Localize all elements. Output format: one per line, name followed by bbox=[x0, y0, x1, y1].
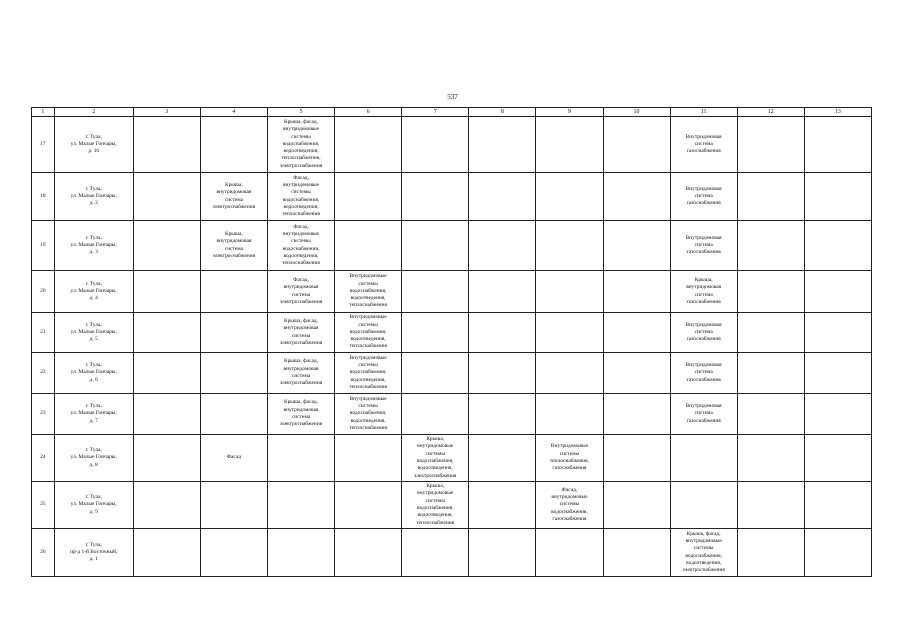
address-cell bbox=[54, 394, 133, 435]
cell-line: системы bbox=[291, 133, 311, 140]
table-row bbox=[32, 482, 872, 529]
cell-line: Внутридомовые bbox=[349, 314, 387, 321]
cell-line: электроснабжения bbox=[279, 298, 323, 305]
cell-line: газоснабжения bbox=[686, 249, 721, 256]
table-row bbox=[32, 313, 872, 353]
work-cell bbox=[335, 353, 402, 394]
cell-line: система bbox=[291, 291, 311, 298]
cell-line: системы bbox=[291, 189, 311, 196]
work-cell bbox=[200, 221, 267, 271]
work-cell bbox=[670, 435, 737, 482]
cell-line: внутридомовые bbox=[685, 537, 722, 544]
cell-line: электроснабжения bbox=[279, 380, 323, 387]
empty-cell bbox=[133, 271, 200, 313]
cell-line: ул. Малые Гончары, bbox=[70, 328, 117, 335]
cell-line: Крыша, bbox=[224, 230, 243, 237]
work-cell bbox=[402, 482, 469, 529]
empty-cell bbox=[133, 173, 200, 221]
empty-cell bbox=[804, 221, 871, 271]
empty-cell bbox=[804, 529, 871, 577]
work-cell bbox=[267, 313, 334, 353]
cell-line: ул. Малые Гончары, bbox=[70, 241, 117, 248]
cell-line: электроснабжения bbox=[414, 472, 457, 479]
work-cell bbox=[402, 271, 469, 313]
empty-cell bbox=[737, 482, 804, 529]
work-cell bbox=[200, 529, 267, 577]
col-header: 7 bbox=[402, 108, 469, 117]
empty-cell bbox=[469, 173, 536, 221]
cell-line: система bbox=[694, 140, 713, 147]
row-number: 25 bbox=[32, 482, 55, 529]
table-row bbox=[32, 353, 872, 394]
cell-line: водоснабжения, bbox=[349, 410, 387, 417]
empty-cell bbox=[737, 313, 804, 353]
cell-line: Внутридомовая bbox=[685, 362, 722, 369]
cell-line: теплоснабжения, bbox=[549, 458, 589, 464]
col-header: 10 bbox=[603, 108, 670, 117]
cell-line: системы bbox=[358, 362, 378, 369]
cell-line: системы bbox=[425, 497, 445, 504]
col-header: 11 bbox=[670, 108, 737, 117]
cell-line: ул. Малые Гончары, bbox=[70, 369, 117, 376]
cell-line: г. Тула, bbox=[85, 447, 102, 454]
table-row bbox=[32, 173, 872, 221]
cell-line: электроснабжения bbox=[279, 421, 323, 428]
cell-line: системы bbox=[358, 280, 378, 287]
cell-line: теплоснабжения bbox=[349, 383, 387, 390]
col-header: 4 bbox=[200, 108, 267, 117]
cell-line: г. Тула, bbox=[85, 541, 102, 548]
cell-line: д. 4 bbox=[89, 295, 98, 302]
empty-cell bbox=[737, 394, 804, 435]
cell-line: внутридомовая bbox=[283, 406, 319, 413]
empty-cell bbox=[469, 482, 536, 529]
cell-line: Внутридомовая bbox=[685, 133, 722, 140]
work-cell bbox=[335, 221, 402, 271]
cell-line: г. Тула, bbox=[85, 234, 102, 241]
work-cell bbox=[200, 173, 267, 221]
work-cell bbox=[335, 173, 402, 221]
empty-cell bbox=[737, 529, 804, 577]
cell-line: Крыша, фасад, bbox=[284, 118, 318, 125]
work-cell bbox=[536, 117, 603, 173]
work-cell bbox=[536, 271, 603, 313]
cell-line: д. 1 bbox=[89, 556, 98, 563]
cell-line: система bbox=[694, 241, 713, 248]
cell-line: система bbox=[291, 332, 311, 339]
repair-schedule-table bbox=[31, 107, 872, 577]
work-cell bbox=[670, 117, 737, 173]
col-header: 1 bbox=[32, 108, 55, 117]
cell-line: теплоснабжения bbox=[349, 424, 387, 431]
cell-line: внутридомовые bbox=[417, 443, 454, 450]
cell-line: Внутридомовые bbox=[349, 395, 387, 402]
cell-line: Фасад, bbox=[293, 276, 309, 283]
address-cell bbox=[54, 482, 133, 529]
cell-line: ул. Малые Гончары, bbox=[70, 287, 117, 294]
col-header: 2 bbox=[54, 108, 133, 117]
cell-line: Внутридомовая bbox=[685, 321, 722, 328]
work-cell bbox=[200, 482, 267, 529]
work-cell bbox=[670, 482, 737, 529]
cell-line: внутридомовая bbox=[216, 238, 252, 245]
cell-line: система bbox=[694, 328, 713, 335]
cell-line: внутридомовая bbox=[216, 189, 252, 196]
empty-cell bbox=[804, 394, 871, 435]
cell-line: д. 5 bbox=[89, 336, 98, 343]
empty-cell bbox=[469, 529, 536, 577]
page-number: 537 bbox=[447, 93, 458, 101]
col-header: 9 bbox=[536, 108, 603, 117]
row-number: 22 bbox=[32, 353, 55, 394]
cell-line: водоотведения, bbox=[350, 336, 386, 343]
cell-line: ул. Малые Гончары, bbox=[70, 410, 117, 417]
work-cell bbox=[536, 529, 603, 577]
empty-cell bbox=[133, 394, 200, 435]
cell-line: системы bbox=[358, 403, 378, 410]
cell-line: Крыша, фасад, bbox=[686, 530, 721, 537]
cell-line: водоотведения, bbox=[417, 465, 453, 472]
cell-line: ул. Малые Гончары, bbox=[70, 140, 117, 147]
empty-cell bbox=[133, 353, 200, 394]
cell-line: внутридомовые bbox=[282, 230, 320, 237]
cell-line: электроснабжения bbox=[279, 162, 323, 169]
work-cell bbox=[536, 353, 603, 394]
empty-cell bbox=[804, 271, 871, 313]
empty-cell bbox=[469, 435, 536, 482]
cell-line: газоснабжения bbox=[552, 515, 587, 522]
cell-line: внутридомовые bbox=[282, 126, 320, 133]
work-cell bbox=[335, 529, 402, 577]
cell-line: водоснабжения, bbox=[282, 245, 320, 252]
empty-cell bbox=[603, 394, 670, 435]
cell-line: водоотведения, bbox=[350, 376, 386, 383]
cell-line: г. Тула, bbox=[85, 321, 102, 328]
cell-line: водоснабжения, bbox=[282, 140, 320, 147]
cell-line: Внутридомовая bbox=[685, 403, 722, 410]
cell-line: водоснабжения, bbox=[685, 552, 722, 559]
table-row bbox=[32, 394, 872, 435]
cell-line: теплоснабжения bbox=[282, 260, 320, 267]
cell-line: Внутридомовые bbox=[349, 354, 387, 361]
work-cell bbox=[670, 394, 737, 435]
cell-line: водоотведения, bbox=[350, 295, 386, 302]
cell-line: водоотведения, bbox=[283, 203, 319, 210]
cell-line: Внутридомовые bbox=[550, 443, 589, 450]
empty-cell bbox=[469, 271, 536, 313]
cell-line: электроснабжения bbox=[212, 203, 256, 210]
work-cell bbox=[267, 173, 334, 221]
work-cell bbox=[536, 173, 603, 221]
empty-cell bbox=[469, 221, 536, 271]
cell-line: системы bbox=[559, 501, 580, 508]
cell-line: г. Тула, bbox=[85, 494, 102, 501]
work-cell bbox=[670, 271, 737, 313]
cell-line: ул. Малые Гончары, bbox=[70, 454, 117, 461]
cell-line: внутридомовая bbox=[283, 325, 319, 332]
empty-cell bbox=[603, 435, 670, 482]
cell-line: системы bbox=[291, 238, 311, 245]
cell-line: водоотведения, bbox=[417, 512, 453, 519]
cell-line: Фасад, bbox=[293, 223, 309, 230]
address-cell bbox=[54, 313, 133, 353]
cell-line: система bbox=[224, 245, 243, 252]
col-header: 3 bbox=[133, 108, 200, 117]
cell-line: система bbox=[694, 410, 713, 417]
work-cell bbox=[670, 221, 737, 271]
empty-cell bbox=[804, 117, 871, 173]
empty-cell bbox=[804, 482, 871, 529]
cell-line: система bbox=[694, 291, 713, 298]
cell-line: теплоснабжения bbox=[416, 519, 455, 526]
cell-line: водоотведения, bbox=[686, 559, 722, 566]
cell-line: д. 9 bbox=[89, 508, 98, 515]
cell-line: водоснабжения, bbox=[282, 196, 320, 203]
cell-line: системы bbox=[693, 545, 714, 552]
cell-line: Внутридомовые bbox=[349, 273, 387, 280]
cell-line: внутридомовые bbox=[551, 494, 588, 501]
cell-line: внутридомовая bbox=[283, 284, 319, 291]
row-number: 23 bbox=[32, 394, 55, 435]
empty-cell bbox=[804, 313, 871, 353]
empty-cell bbox=[603, 482, 670, 529]
work-cell bbox=[402, 313, 469, 353]
cell-line: система bbox=[694, 369, 713, 376]
work-cell bbox=[402, 117, 469, 173]
empty-cell bbox=[737, 117, 804, 173]
cell-line: г. Тула, bbox=[85, 133, 102, 140]
empty-cell bbox=[603, 313, 670, 353]
cell-line: теплоснабжения bbox=[282, 211, 320, 218]
cell-line: д. 16 bbox=[88, 148, 100, 155]
work-cell bbox=[200, 435, 267, 482]
table-row bbox=[32, 117, 872, 173]
cell-line: Крыша, bbox=[224, 181, 243, 188]
empty-cell bbox=[603, 221, 670, 271]
address-cell bbox=[54, 529, 133, 577]
address-cell bbox=[54, 435, 133, 482]
work-cell bbox=[200, 271, 267, 313]
work-cell bbox=[402, 394, 469, 435]
cell-line: внутридомовые bbox=[417, 490, 454, 497]
cell-line: д. 2 bbox=[89, 200, 98, 207]
empty-cell bbox=[133, 117, 200, 173]
work-cell bbox=[267, 271, 334, 313]
cell-line: водоснабжения, bbox=[416, 505, 454, 511]
empty-cell bbox=[603, 529, 670, 577]
row-number: 21 bbox=[32, 313, 55, 353]
empty-cell bbox=[804, 173, 871, 221]
work-cell bbox=[670, 313, 737, 353]
cell-line: Крыша, bbox=[426, 436, 445, 443]
table-row bbox=[32, 529, 872, 577]
work-cell bbox=[200, 313, 267, 353]
cell-line: д. 8 bbox=[89, 461, 98, 468]
empty-cell bbox=[804, 353, 871, 394]
cell-line: Крыша, фасад, bbox=[284, 317, 318, 324]
address-cell bbox=[54, 173, 133, 221]
row-number: 18 bbox=[32, 173, 55, 221]
cell-line: водоотведения, bbox=[283, 148, 319, 155]
cell-line: водоотведения, bbox=[350, 417, 386, 424]
work-cell bbox=[335, 435, 402, 482]
cell-line: Крыша, фасад, bbox=[284, 358, 318, 365]
cell-line: водоснабжения, bbox=[416, 458, 454, 464]
cell-line: водоснабжения, bbox=[349, 287, 387, 294]
cell-line: водоснабжения, bbox=[551, 508, 588, 515]
cell-line: системы bbox=[559, 450, 580, 457]
work-cell bbox=[267, 394, 334, 435]
row-number: 17 bbox=[32, 117, 55, 173]
empty-cell bbox=[737, 435, 804, 482]
work-cell bbox=[335, 482, 402, 529]
cell-line: электроснабжения bbox=[682, 567, 725, 574]
empty-cell bbox=[133, 529, 200, 577]
table-row bbox=[32, 271, 872, 313]
work-cell bbox=[402, 353, 469, 394]
cell-line: система bbox=[694, 192, 713, 199]
empty-cell bbox=[133, 221, 200, 271]
cell-line: Крыша, фасад, bbox=[284, 399, 318, 406]
address-cell bbox=[54, 353, 133, 394]
table-row bbox=[32, 435, 872, 482]
cell-line: газоснабжения bbox=[686, 298, 721, 305]
col-header: 12 bbox=[737, 108, 804, 117]
work-cell bbox=[200, 117, 267, 173]
empty-cell bbox=[737, 173, 804, 221]
table-row bbox=[32, 221, 872, 271]
address-cell bbox=[54, 271, 133, 313]
work-cell bbox=[402, 221, 469, 271]
cell-line: г. Тула, bbox=[85, 185, 102, 192]
cell-line: теплоснабжения bbox=[349, 302, 387, 309]
cell-line: Крыша, bbox=[426, 483, 445, 490]
work-cell bbox=[335, 313, 402, 353]
header-row bbox=[32, 108, 872, 117]
cell-line: пр-д 1-й Восточный, bbox=[70, 548, 118, 555]
cell-line: система bbox=[291, 373, 311, 379]
cell-line: газоснабжения bbox=[686, 336, 721, 343]
work-cell bbox=[267, 529, 334, 577]
address-cell bbox=[54, 117, 133, 173]
cell-line: система bbox=[224, 196, 243, 203]
cell-line: Фасад, bbox=[293, 174, 309, 181]
empty-cell bbox=[737, 221, 804, 271]
cell-line: водоснабжения, bbox=[349, 369, 387, 376]
cell-line: д. 7 bbox=[89, 417, 98, 424]
work-cell bbox=[267, 435, 334, 482]
cell-line: ул. Малые Гончары, bbox=[70, 501, 117, 508]
empty-cell bbox=[804, 435, 871, 482]
empty-cell bbox=[133, 313, 200, 353]
cell-line: газоснабжения bbox=[686, 417, 721, 424]
cell-line: г. Тула, bbox=[85, 362, 102, 369]
work-cell bbox=[267, 117, 334, 173]
work-cell bbox=[670, 529, 737, 577]
col-header: 6 bbox=[335, 108, 402, 117]
cell-line: системы bbox=[425, 450, 445, 457]
cell-line: г. Тула, bbox=[85, 280, 102, 287]
work-cell bbox=[267, 353, 334, 394]
work-cell bbox=[200, 394, 267, 435]
row-number: 24 bbox=[32, 435, 55, 482]
empty-cell bbox=[603, 117, 670, 173]
empty-cell bbox=[603, 271, 670, 313]
empty-cell bbox=[603, 353, 670, 394]
cell-line: внутридомовая bbox=[686, 284, 722, 291]
cell-line: водоснабжения, bbox=[349, 328, 387, 335]
row-number: 26 bbox=[32, 529, 55, 577]
cell-line: электроснабжения bbox=[279, 339, 323, 346]
cell-line: водоотведения, bbox=[283, 252, 319, 259]
work-cell bbox=[670, 353, 737, 394]
cell-line: ул. Малые Гончары, bbox=[70, 192, 117, 199]
cell-line: д. 6 bbox=[89, 376, 98, 383]
cell-line: Внутридомовая bbox=[685, 234, 722, 241]
work-cell bbox=[335, 117, 402, 173]
row-number: 19 bbox=[32, 221, 55, 271]
col-header: 13 bbox=[804, 108, 871, 117]
work-cell bbox=[670, 173, 737, 221]
empty-cell bbox=[603, 173, 670, 221]
address-cell bbox=[54, 221, 133, 271]
cell-line: Фасад bbox=[226, 454, 242, 461]
work-cell bbox=[267, 221, 334, 271]
cell-line: Фасад, bbox=[561, 486, 578, 493]
cell-line: газоснабжения bbox=[686, 148, 721, 155]
cell-line: теплоснабжения bbox=[349, 343, 387, 350]
cell-line: газоснабжения bbox=[686, 376, 721, 383]
empty-cell bbox=[133, 435, 200, 482]
work-cell bbox=[536, 221, 603, 271]
work-cell bbox=[536, 435, 603, 482]
work-cell bbox=[402, 435, 469, 482]
col-header: 5 bbox=[267, 108, 334, 117]
empty-cell bbox=[469, 117, 536, 173]
empty-cell bbox=[469, 313, 536, 353]
cell-line: электроснабжения bbox=[212, 252, 256, 259]
cell-line: системы bbox=[358, 321, 378, 328]
work-cell bbox=[335, 394, 402, 435]
work-cell bbox=[402, 173, 469, 221]
cell-line: теплоснабжения, bbox=[281, 155, 321, 162]
work-cell bbox=[335, 271, 402, 313]
cell-line: г. Тула, bbox=[85, 403, 102, 410]
cell-line: Крыша, bbox=[694, 276, 713, 283]
work-cell bbox=[536, 482, 603, 529]
cell-line: газоснабжения bbox=[552, 465, 587, 472]
work-cell bbox=[200, 353, 267, 394]
cell-line: газоснабжения bbox=[686, 200, 721, 207]
empty-cell bbox=[469, 353, 536, 394]
row-number: 20 bbox=[32, 271, 55, 313]
work-cell bbox=[536, 313, 603, 353]
cell-line: система bbox=[291, 414, 311, 420]
cell-line: внутридомовые bbox=[282, 181, 320, 188]
cell-line: внутридомовая bbox=[283, 365, 319, 372]
cell-line: д. 3 bbox=[89, 249, 98, 256]
cell-line: Внутридомовая bbox=[685, 185, 722, 192]
empty-cell bbox=[737, 271, 804, 313]
empty-cell bbox=[469, 394, 536, 435]
col-header: 8 bbox=[469, 108, 536, 117]
empty-cell bbox=[737, 353, 804, 394]
work-cell bbox=[536, 394, 603, 435]
empty-cell bbox=[133, 482, 200, 529]
work-cell bbox=[267, 482, 334, 529]
work-cell bbox=[402, 529, 469, 577]
